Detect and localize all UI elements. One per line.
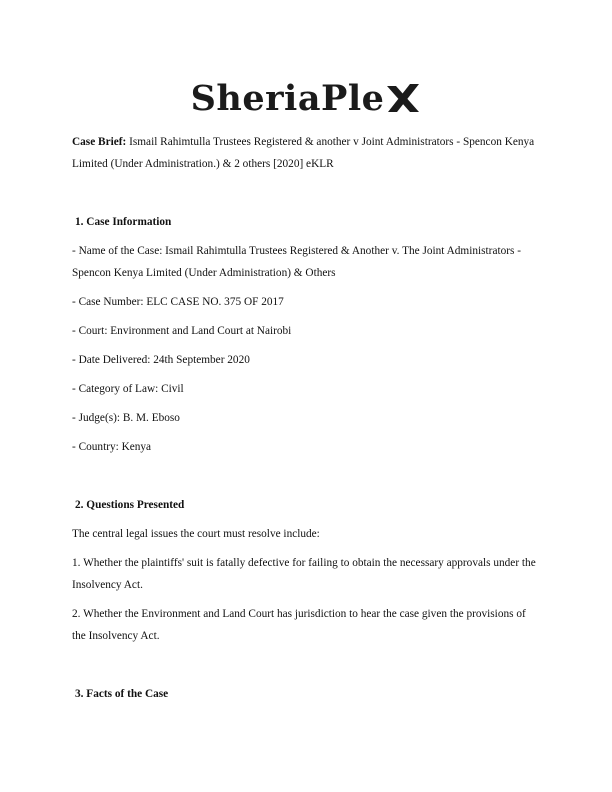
logo-x-icon [385, 80, 421, 116]
case-brief [72, 131, 542, 175]
questions-intro: The central legal issues the court must resolve include: [72, 528, 320, 540]
section-heading-case-information: 1. Case Information [75, 216, 172, 228]
case-brief-text: Ismail Rahimtulla Trustees Registered & another v Joint Administrators - Spencon Kenya Limited (Under Administration.) & 2 others [2020] eKLR [72, 136, 535, 170]
sheriaplex-logo [0, 70, 612, 126]
court: - Court: Environment and Land Court at Nairobi [72, 325, 292, 337]
section-heading-facts-of-the-case: 3. Facts of the Case [75, 688, 169, 700]
question-item-2: 2. Whether the Environment and Land Court has jurisdiction to hear the case given the provisions of the Insolvency Act. [72, 608, 526, 642]
judges: - Judge(s): B. M. Eboso [72, 412, 180, 424]
case-brief-label: Case Brief: [72, 136, 127, 148]
question-item-1: 1. Whether the plaintiffs' suit is fatally defective for failing to obtain the necessary approvals under the Insolvency Act. [72, 557, 536, 591]
case-number: - Case Number: ELC CASE NO. 375 OF 2017 [72, 296, 284, 308]
country: - Country: Kenya [72, 441, 152, 453]
logo-text: SheriaPle [190, 77, 385, 119]
document-body [72, 131, 542, 712]
case-name: - Name of the Case: Ismail Rahimtulla Trustees Registered & Another v. The Joint Administrators - Spencon Kenya Limited (Under Administration) & Others [72, 245, 521, 279]
date-delivered: - Date Delivered: 24th September 2020 [72, 354, 250, 366]
category-of-law: - Category of Law: Civil [72, 383, 184, 395]
section-heading-questions-presented: 2. Questions Presented [75, 499, 185, 511]
